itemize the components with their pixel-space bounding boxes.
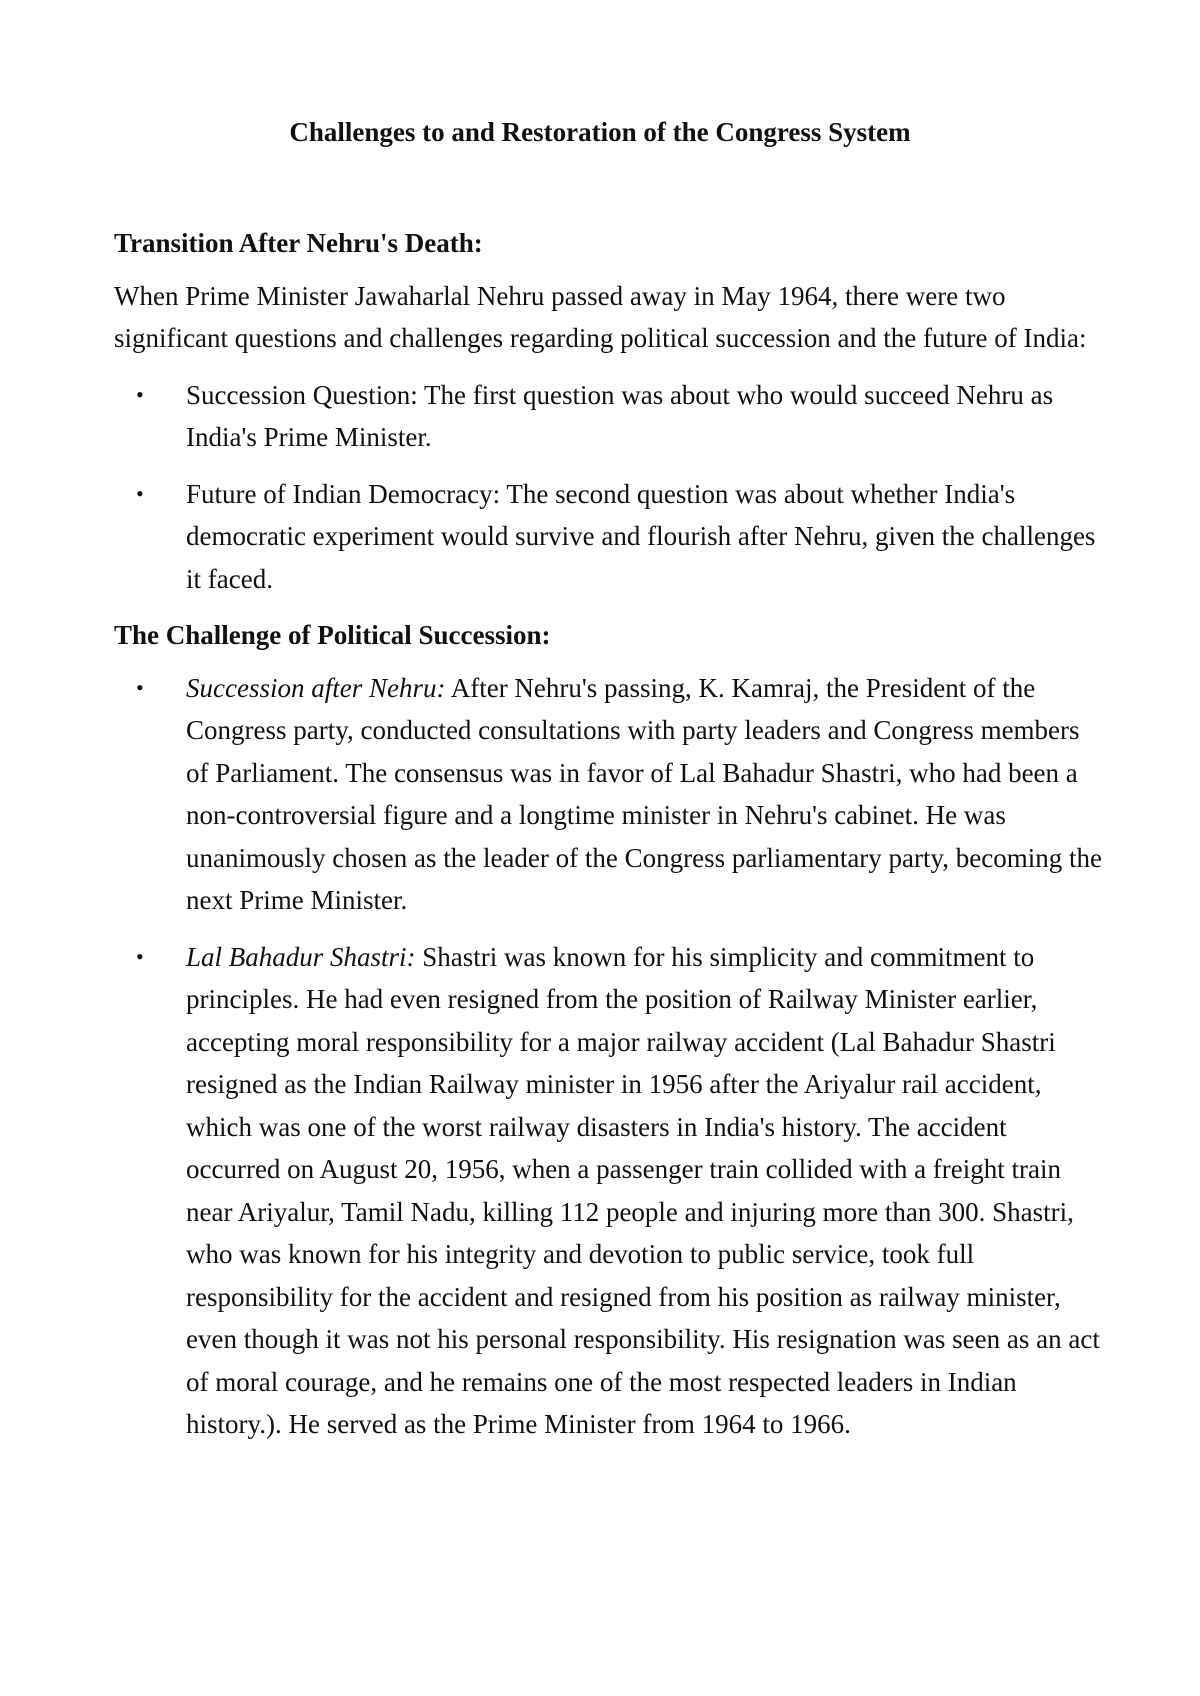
bullet-lead: Lal Bahadur Shastri: <box>186 941 416 972</box>
bullet-icon: • <box>136 943 144 969</box>
bullet-list <box>114 667 1104 1446</box>
section-heading: The Challenge of Political Succession: <box>114 620 551 650</box>
bullet-text: The first question was about who would succeed Nehru as India's Prime Minister. <box>186 379 1054 452</box>
section-intro: When Prime Minister Jawaharlal Nehru passed away in May 1964, there were two significant questions and challenges regarding political succession and the future of India: <box>114 280 1087 353</box>
bullet-lead: Succession Question: <box>186 379 418 410</box>
bullet-lead: Future of Indian Democracy: <box>186 478 501 509</box>
document-title: Challenges to and Restoration of the Congress System <box>289 117 911 147</box>
section-political-succession <box>114 614 1104 1446</box>
bullet-list <box>114 374 1104 601</box>
list-item <box>136 473 1104 601</box>
list-item <box>136 936 1104 1446</box>
bullet-lead: Succession after Nehru: <box>186 672 446 703</box>
section-transition <box>114 222 1104 600</box>
section-heading: Transition After Nehru's Death: <box>114 228 483 258</box>
bullet-text: After Nehru's passing, K. Kamraj, the President of the Congress party, conducted consultations with party leaders and Congress members of Parliament. The consensus was in favor of Lal Bahadur Shastri, who had been a non-controversial figure and a longtime minister in Nehru's cabinet. He was unanimously chosen as the leader of the Congress parliamentary party, becoming the next Prime Minister. <box>186 672 1102 915</box>
list-item <box>136 374 1104 459</box>
bullet-icon: • <box>136 381 144 407</box>
document-body <box>114 222 1104 1460</box>
bullet-text: The second question was about whether India's democratic experiment would survive and flourish after Nehru, given the challenges it faced. <box>186 478 1096 594</box>
bullet-text: Shastri was known for his simplicity and commitment to principles. He had even resigned from the position of Railway Minister earlier, accepting moral responsibility for a major railway accident (Lal Bahadur Shastri resigned as the Indian Railway minister in 1956 after the Ariyalur rail accident, which was one of the worst railway disasters in India's history. The accident occurred on August 20, 1956, when a passenger train collided with a freight train near Ariyalur, Tamil Nadu, killing 112 people and injuring more than 300. Shastri, who was known for his integrity and devotion to public service, took full responsibility for the accident and resigned from his position as railway minister, even though it was not his personal responsibility. His resignation was seen as an act of moral courage, and he remains one of the most respected leaders in Indian history.). He served as the Prime Minister from 1964 to 1966. <box>186 941 1100 1439</box>
list-item <box>136 667 1104 922</box>
bullet-icon: • <box>136 480 144 506</box>
bullet-icon: • <box>136 674 144 700</box>
